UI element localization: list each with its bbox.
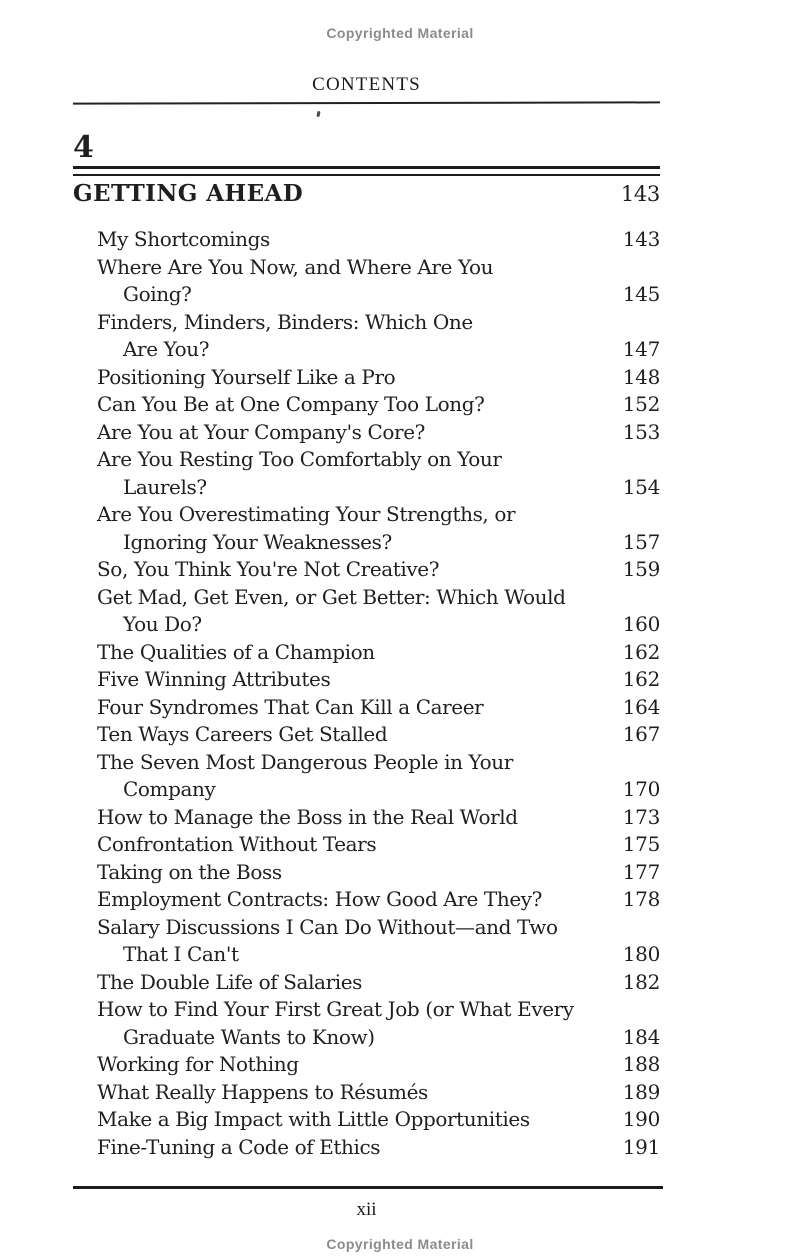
toc-entry-line: Ten Ways Careers Get Stalled [97,722,388,746]
toc-entry-line: The Qualities of a Champion [97,639,375,664]
table-of-contents [73,226,660,1161]
toc-entry-line-continuation: Laurels? [123,474,207,499]
toc-entry-page-number: 180 [622,942,660,966]
chapter-heading-row [73,180,660,207]
toc-entry-line-continuation: Are You? [123,337,210,361]
toc-entry-page-number: 190 [622,1107,660,1131]
toc-entry-line: So, You Think You're Not Creative? [97,557,440,581]
toc-entry-page-number: 191 [622,1134,660,1159]
rule-line [73,166,660,169]
toc-entry-line: Are You at Your Company's Core? [97,419,425,444]
toc-entry [73,1079,660,1107]
chapter-page-number: 143 [620,182,660,206]
toc-entry-page-number: 182 [622,969,660,994]
toc-entry [73,501,660,556]
toc-entry-line: Four Syndromes That Can Kill a Career [97,694,484,719]
toc-entry-title [73,996,614,1051]
toc-entry [73,694,660,722]
toc-entry-title [73,831,614,859]
toc-entry-line: Where Are You Now, and Where Are You [97,254,494,279]
toc-entry-page-number: 177 [622,859,660,884]
toc-entry-title [73,639,614,667]
toc-entry-line: What Really Happens to Résumés [97,1079,428,1104]
toc-entry-title [73,364,614,392]
toc-entry-title [73,914,614,969]
toc-entry-page-number: 154 [622,474,660,499]
toc-entry-line-continuation: That I Can't [123,942,239,966]
toc-entry-title [73,859,614,887]
toc-entry [73,309,660,364]
toc-entry-line: Confrontation Without Tears [97,832,377,856]
toc-entry-title [73,556,614,584]
toc-entry-page-number: 162 [622,639,660,664]
toc-entry-line-continuation: Company [123,777,216,801]
toc-entry-page-number: 162 [622,667,660,691]
toc-entry [73,886,660,914]
toc-entry [73,996,660,1051]
toc-entry-page-number: 157 [622,529,660,554]
toc-entry [73,721,660,749]
toc-entry-line: Are You Overestimating Your Strengths, or [97,502,516,526]
rule-line [73,174,660,176]
toc-entry [73,804,660,832]
toc-entry-title [73,254,614,309]
toc-entry-line: Fine-Tuning a Code of Ethics [97,1134,381,1159]
toc-entry [73,1134,660,1162]
toc-entry-title [73,694,614,722]
toc-entry-page-number: 160 [622,612,660,636]
toc-entry-line-continuation: Ignoring Your Weaknesses? [123,529,392,554]
toc-entry [73,254,660,309]
copyright-notice-bottom: Copyrighted Material [326,1236,474,1252]
toc-entry-line: Are You Resting Too Comfortably on Your [97,447,502,471]
toc-entry [73,1051,660,1079]
toc-entry-title [73,391,614,419]
toc-entry [73,226,660,254]
toc-entry-line-continuation: You Do? [123,612,202,636]
toc-entry-title [73,226,614,254]
toc-entry-title [73,1079,614,1107]
toc-entry [73,446,660,501]
toc-entry [73,666,660,694]
toc-entry-line: The Seven Most Dangerous People in Your [97,749,513,774]
toc-entry-title [73,666,614,694]
toc-entry [73,969,660,997]
chapter-number: 4 [73,130,94,165]
toc-entry [73,914,660,969]
toc-entry-title [73,749,614,804]
toc-entry-page-number: 189 [622,1079,660,1104]
toc-entry-title [73,969,614,997]
chapter-title: GETTING AHEAD [73,180,304,207]
toc-entry-line: My Shortcomings [97,227,270,251]
toc-entry [73,419,660,447]
toc-entry-line: Five Winning Attributes [97,667,331,691]
toc-entry-title [73,309,614,364]
toc-entry [73,1106,660,1134]
toc-entry-line: Can You Be at One Company Too Long? [97,392,485,416]
toc-entry [73,749,660,804]
toc-entry-title [73,419,614,447]
toc-entry-title [73,501,614,556]
toc-entry-page-number: 148 [622,364,660,389]
toc-entry-line: The Double Life of Salaries [97,969,363,994]
toc-entry-page-number: 178 [622,887,660,911]
toc-entry-page-number: 145 [622,282,660,306]
toc-entry-line-continuation: Going? [123,282,192,306]
toc-entry [73,364,660,392]
toc-entry [73,391,660,419]
toc-entry [73,831,660,859]
toc-entry-line: Finders, Minders, Binders: Which One [97,309,473,334]
toc-entry-line-continuation: Graduate Wants to Know) [123,1024,375,1049]
toc-entry-page-number: 164 [622,694,660,719]
folio-page-number: xii [356,1199,377,1220]
toc-entry-page-number: 173 [622,804,660,829]
toc-entry-title [73,886,614,914]
toc-entry-page-number: 143 [622,227,660,251]
toc-entry-title [73,721,614,749]
toc-entry-page-number: 170 [622,777,660,801]
toc-entry-page-number: 159 [622,557,660,581]
copyright-notice-top: Copyrighted Material [326,25,474,41]
toc-entry-page-number: 175 [622,832,660,856]
toc-entry [73,639,660,667]
toc-entry [73,556,660,584]
toc-entry-title [73,1106,614,1134]
toc-entry-title [73,584,614,639]
toc-entry [73,584,660,639]
toc-entry-page-number: 188 [622,1052,660,1076]
toc-entry-title [73,804,614,832]
toc-entry-line: How to Manage the Boss in the Real World [97,804,518,829]
toc-entry-title [73,1134,614,1162]
toc-entry-line: Employment Contracts: How Good Are They? [97,887,542,911]
toc-entry-title [73,1051,614,1079]
toc-entry-line: Positioning Yourself Like a Pro [97,364,396,389]
toc-entry-line: Working for Nothing [97,1052,299,1076]
scan-speck [316,111,320,117]
toc-entry-page-number: 167 [622,722,660,746]
toc-entry-page-number: 152 [622,392,660,416]
header-rule [73,101,660,104]
toc-entry-line: Get Mad, Get Even, or Get Better: Which Would [97,584,566,609]
toc-entry-page-number: 147 [622,337,660,361]
toc-entry-line: How to Find Your First Great Job (or What Every [97,997,574,1021]
toc-entry [73,859,660,887]
toc-entry-line: Salary Discussions I Can Do Without—and Two [97,914,558,939]
toc-entry-title [73,446,614,501]
chapter-double-rule [73,166,660,176]
toc-entry-line: Make a Big Impact with Little Opportunities [97,1107,530,1131]
running-head: CONTENTS [312,74,421,95]
toc-entry-page-number: 153 [622,419,660,444]
toc-entry-page-number: 184 [622,1024,660,1049]
toc-entry-line: Taking on the Boss [97,859,282,884]
footer-rule [73,1186,663,1189]
